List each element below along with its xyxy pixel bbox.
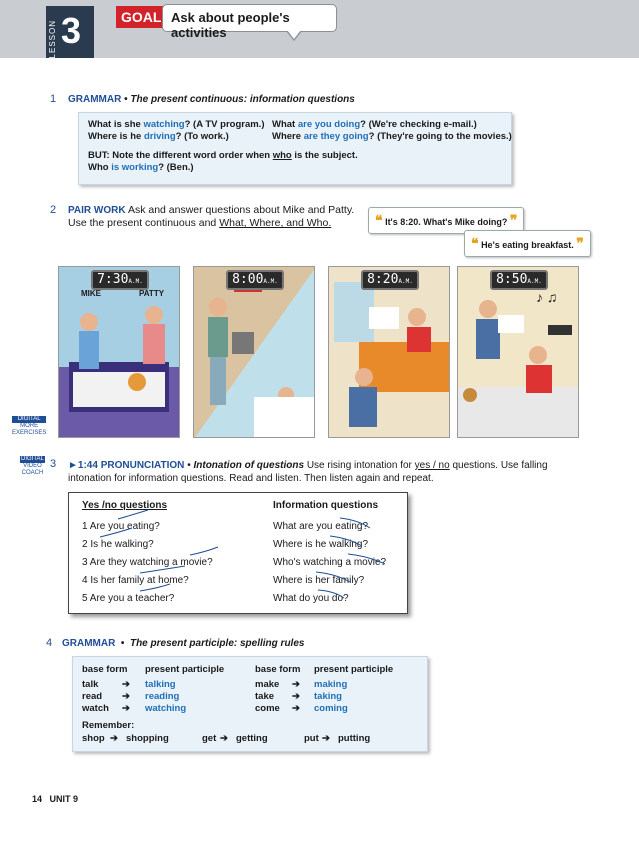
info-item: Who's watching a movie? [273, 557, 387, 568]
rising-arrow [140, 584, 170, 591]
text: who [272, 150, 292, 161]
rising-arrow [190, 547, 218, 555]
text: Where [272, 131, 304, 142]
rising-arrow [100, 528, 132, 537]
text: Who [88, 162, 112, 173]
text: He's eating breakfast. [481, 240, 574, 250]
base-word: come [255, 703, 280, 714]
arrow-icon: ➔ [110, 733, 118, 744]
base-word: make [255, 679, 280, 690]
arrow-icon: ➔ [292, 691, 300, 702]
text: Use the present continuous and [68, 217, 220, 229]
right-head-participle: present participle [314, 664, 394, 675]
clock-time: 8:20 [367, 272, 399, 287]
text: questions. Use falling [449, 460, 548, 471]
yesno-column-heading: Yes /no questions [82, 500, 168, 511]
rising-arrow [118, 510, 148, 519]
text: It's 8:20. What's Mike doing? [385, 217, 508, 227]
close-quote-icon: ❞ [576, 235, 584, 251]
text: ? (Ben.) [158, 162, 194, 173]
text: is the subject. [291, 150, 358, 161]
text: BUT: Note the different word order when [88, 150, 273, 161]
goal-label: GOAL [116, 6, 166, 28]
digital-label: DIGITAL [12, 416, 46, 423]
falling-arrow [318, 590, 344, 598]
arrow-icon: ➔ [220, 733, 228, 744]
section2-label: PAIR WORK [68, 205, 126, 216]
verb: watching [143, 119, 185, 130]
right-head-base: base form [255, 664, 301, 675]
base-word: talk [82, 679, 99, 690]
section4-number: 4 [46, 637, 53, 649]
page-number: 14 [32, 794, 43, 804]
text: Where is he [88, 131, 144, 142]
participle-word: taking [314, 691, 342, 702]
section3-title: Intonation of questions [193, 460, 305, 471]
base-word: read [82, 691, 103, 702]
info-item: Where is her family? [273, 575, 365, 586]
coach-label: COACH [21, 470, 44, 476]
page-footer [32, 794, 78, 804]
name-label-patty: PATTY [139, 289, 165, 298]
name-label-mike: MIKE [81, 289, 101, 298]
arrow-icon: ➔ [122, 703, 130, 714]
yesno-item: 5 Are you a teacher? [82, 593, 175, 604]
yesno-item: 2 Is he walking? [82, 539, 154, 550]
falling-arrow [340, 518, 370, 528]
bullet: • [187, 460, 191, 471]
info-item: What do you do? [273, 593, 349, 604]
yesno-item: 3 Are they watching a movie? [82, 557, 213, 568]
falling-arrow [348, 554, 385, 564]
open-quote-icon: ❝ [471, 235, 479, 251]
arrow-icon: ➔ [122, 679, 130, 690]
arrow-icon: ➔ [322, 733, 330, 744]
clock-ampm: A.M. [128, 278, 143, 285]
clock-ampm: A.M. [263, 278, 278, 285]
yesno-item: 4 Is her family at home? [82, 575, 189, 586]
music-note-icon: ♪ ♫ [536, 289, 558, 305]
section4-label: GRAMMAR [62, 638, 116, 649]
exercises-label: EXERCISES [12, 430, 47, 436]
participle-word: talking [145, 679, 176, 690]
clock-time: 8:00 [232, 272, 264, 287]
section1-title: The present continuous: information questions [130, 94, 355, 105]
section1-number: 1 [50, 93, 57, 105]
section1-bullet: • [124, 94, 128, 105]
base-word: shop [82, 733, 105, 744]
participle-word: getting [236, 733, 268, 744]
clock-ampm: A.M. [398, 278, 413, 285]
participle-word: putting [338, 733, 371, 744]
verb: are you doing [297, 119, 361, 130]
text: ? (We're checking e-mail.) [360, 119, 477, 130]
verb: is working [111, 162, 159, 173]
audio-track-button[interactable]: ►1:44 [68, 460, 98, 471]
remember-label: Remember: [82, 720, 135, 731]
rising-arrow [140, 566, 185, 573]
text: What, Where, and Who. [219, 217, 332, 229]
section3-number: 3 [50, 458, 57, 470]
info-column-heading: Information questions [273, 500, 378, 511]
text: yes / no [414, 460, 450, 471]
section1-label: GRAMMAR [68, 94, 122, 105]
participle-word: coming [314, 703, 348, 714]
section4-bullet: • [120, 638, 125, 649]
arrow-icon: ➔ [122, 691, 130, 702]
verb: driving [143, 131, 176, 142]
goal-text: Ask about people's activities [162, 4, 337, 32]
arrow-icon: ➔ [292, 679, 300, 690]
info-item: What are you eating? [273, 521, 369, 532]
unit-label: UNIT 9 [49, 794, 79, 804]
text: ? (A TV program.) [184, 119, 265, 130]
participle-word: making [314, 679, 348, 690]
info-item: Where is he walking? [273, 539, 369, 550]
clock-ampm: A.M. [527, 278, 542, 285]
base-word: put [304, 733, 319, 744]
falling-arrow [330, 536, 362, 546]
section3-label: PRONUNCIATION [100, 460, 185, 471]
left-head-participle: present participle [145, 664, 225, 675]
close-quote-icon: ❞ [509, 212, 518, 228]
base-word: watch [82, 703, 109, 714]
section3-line2: intonation for information questions. Read and listen. Then listen again and repeat. [68, 473, 434, 484]
clock-time: 7:30 [97, 272, 129, 287]
text: ? (They're going to the movies.) [368, 131, 512, 142]
falling-arrow [316, 572, 350, 582]
text: What is she [88, 119, 144, 130]
more-label: MORE [20, 423, 39, 429]
text: What [272, 119, 298, 130]
text: Use rising intonation for [306, 460, 415, 471]
section2-number: 2 [50, 204, 57, 216]
participle-word: watching [145, 703, 187, 714]
left-head-base: base form [82, 664, 128, 675]
base-word: get [202, 733, 217, 744]
base-word: take [255, 691, 275, 702]
text: ? (To work.) [175, 131, 229, 142]
clock-time: 8:50 [496, 272, 528, 287]
digital-label: DIGITAL [21, 456, 44, 462]
lesson-word: LESSON [48, 20, 57, 59]
yesno-item: 1 Are you eating? [82, 521, 160, 532]
lesson-number: 3 [61, 10, 82, 51]
section4-heading [62, 638, 304, 649]
text: Ask and answer questions about Mike and Patty. [127, 204, 355, 216]
open-quote-icon: ❝ [375, 212, 383, 228]
arrow-icon: ➔ [292, 703, 300, 714]
participle-word: reading [145, 691, 180, 702]
section4-title: The present participle: spelling rules [129, 638, 305, 649]
participle-word: shopping [126, 733, 169, 744]
verb: are they going [303, 131, 369, 142]
video-label: VIDEO [23, 463, 42, 469]
